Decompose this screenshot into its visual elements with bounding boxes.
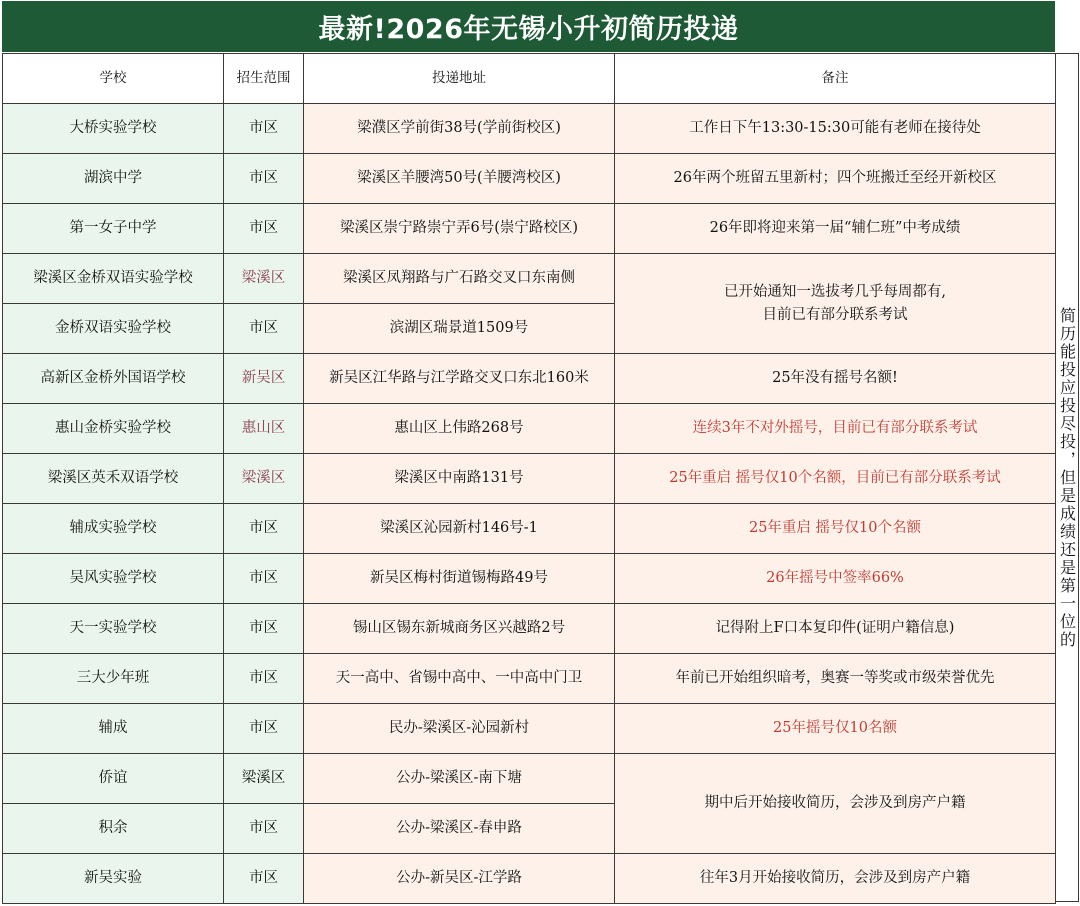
address-cell: 锡山区锡东新城商务区兴越路2号	[304, 604, 615, 654]
table-row	[3, 104, 1056, 154]
address-cell: 惠山区上伟路268号	[304, 404, 615, 454]
range-cell: 市区	[224, 804, 304, 854]
header-address: 投递地址	[304, 54, 615, 104]
school-cell: 梁溪区英禾双语学校	[3, 454, 224, 504]
school-cell: 侨谊	[3, 754, 224, 804]
address-cell: 梁溪区沁园新村146号-1	[304, 504, 615, 554]
table-row	[3, 704, 1056, 754]
range-cell: 市区	[224, 554, 304, 604]
school-cell: 三大少年班	[3, 654, 224, 704]
school-cell: 梁溪区金桥双语实验学校	[3, 254, 224, 304]
school-cell: 高新区金桥外国语学校	[3, 354, 224, 404]
table-row	[3, 554, 1056, 604]
address-cell: 新吴区梅村街道锡梅路49号	[304, 554, 615, 604]
range-cell: 市区	[224, 104, 304, 154]
side-note: 简历能投应投尽投，但是成绩还是第一位的	[1057, 306, 1077, 649]
school-cell: 金桥双语实验学校	[3, 304, 224, 354]
address-cell: 公办-梁溪区-南下塘	[304, 754, 615, 804]
table-row	[3, 654, 1056, 704]
range-cell: 市区	[224, 154, 304, 204]
range-cell: 市区	[224, 704, 304, 754]
table-row	[3, 854, 1056, 904]
school-table	[2, 53, 1056, 904]
table-header-row	[3, 54, 1056, 104]
address-cell: 新吴区江华路与江学路交叉口东北160米	[304, 354, 615, 404]
range-cell: 惠山区	[224, 404, 304, 454]
range-cell: 市区	[224, 654, 304, 704]
school-cell: 大桥实验学校	[3, 104, 224, 154]
table-row	[3, 354, 1056, 404]
address-cell: 梁濮区学前街38号(学前街校区)	[304, 104, 615, 154]
note-cell: 25年摇号仅10名额	[615, 704, 1056, 754]
table-row	[3, 254, 1056, 304]
range-cell: 梁溪区	[224, 754, 304, 804]
note-cell: 年前已开始组织暗考，奥赛一等奖或市级荣誉优先	[615, 654, 1056, 704]
note-cell	[615, 254, 1056, 354]
range-cell: 市区	[224, 304, 304, 354]
note-cell: 26年两个班留五里新村；四个班搬迁至经开新校区	[615, 154, 1056, 204]
table-row	[3, 204, 1056, 254]
table-row	[3, 754, 1056, 804]
side-note-column	[1055, 53, 1079, 902]
table-row	[3, 154, 1056, 204]
address-cell: 梁溪区中南路131号	[304, 454, 615, 504]
address-cell: 公办-新吴区-江学路	[304, 854, 615, 904]
range-cell: 市区	[224, 854, 304, 904]
note-text: 已开始通知一选拔考几乎每周都有, 目前已有部分联系考试	[723, 284, 947, 323]
range-cell: 梁溪区	[224, 254, 304, 304]
page-title: 最新!2026年无锡小升初简历投递	[2, 1, 1055, 52]
table-row	[3, 404, 1056, 454]
note-cell: 工作日下午13:30-15:30可能有老师在接待处	[615, 104, 1056, 154]
table-row	[3, 604, 1056, 654]
school-cell: 积余	[3, 804, 224, 854]
school-cell: 湖滨中学	[3, 154, 224, 204]
note-cell: 25年没有摇号名额!	[615, 354, 1056, 404]
school-cell: 辅成实验学校	[3, 504, 224, 554]
note-cell: 记得附上F口本复印件(证明户籍信息)	[615, 604, 1056, 654]
table-row	[3, 504, 1056, 554]
note-cell: 25年重启 摇号仅10个名额	[615, 504, 1056, 554]
address-cell: 滨湖区瑞景道1509号	[304, 304, 615, 354]
address-cell: 民办-梁溪区-沁园新村	[304, 704, 615, 754]
note-cell: 期中后开始接收简历，会涉及到房产户籍	[615, 754, 1056, 854]
address-cell: 天一高中、省锡中高中、一中高中门卫	[304, 654, 615, 704]
school-cell: 辅成	[3, 704, 224, 754]
header-school: 学校	[3, 54, 224, 104]
school-cell: 惠山金桥实验学校	[3, 404, 224, 454]
school-cell: 第一女子中学	[3, 204, 224, 254]
address-cell: 梁溪区崇宁路崇宁弄6号(崇宁路校区)	[304, 204, 615, 254]
note-cell: 26年摇号中签率66%	[615, 554, 1056, 604]
note-cell: 往年3月开始接收简历，会涉及到房产户籍	[615, 854, 1056, 904]
range-cell: 市区	[224, 504, 304, 554]
table-row	[3, 454, 1056, 504]
range-cell: 梁溪区	[224, 454, 304, 504]
range-cell: 新吴区	[224, 354, 304, 404]
address-cell: 公办-梁溪区-春申路	[304, 804, 615, 854]
note-cell: 26年即将迎来第一届“辅仁班”中考成绩	[615, 204, 1056, 254]
header-range: 招生范围	[224, 54, 304, 104]
range-cell: 市区	[224, 604, 304, 654]
address-cell: 梁溪区凤翔路与广石路交叉口东南侧	[304, 254, 615, 304]
header-note: 备注	[615, 54, 1056, 104]
school-cell: 吴风实验学校	[3, 554, 224, 604]
note-cell: 25年重启 摇号仅10个名额，目前已有部分联系考试	[615, 454, 1056, 504]
address-cell: 梁溪区羊腰湾50号(羊腰湾校区)	[304, 154, 615, 204]
school-cell: 天一实验学校	[3, 604, 224, 654]
note-cell: 连续3年不对外摇号，目前已有部分联系考试	[615, 404, 1056, 454]
school-cell: 新吴实验	[3, 854, 224, 904]
range-cell: 市区	[224, 204, 304, 254]
